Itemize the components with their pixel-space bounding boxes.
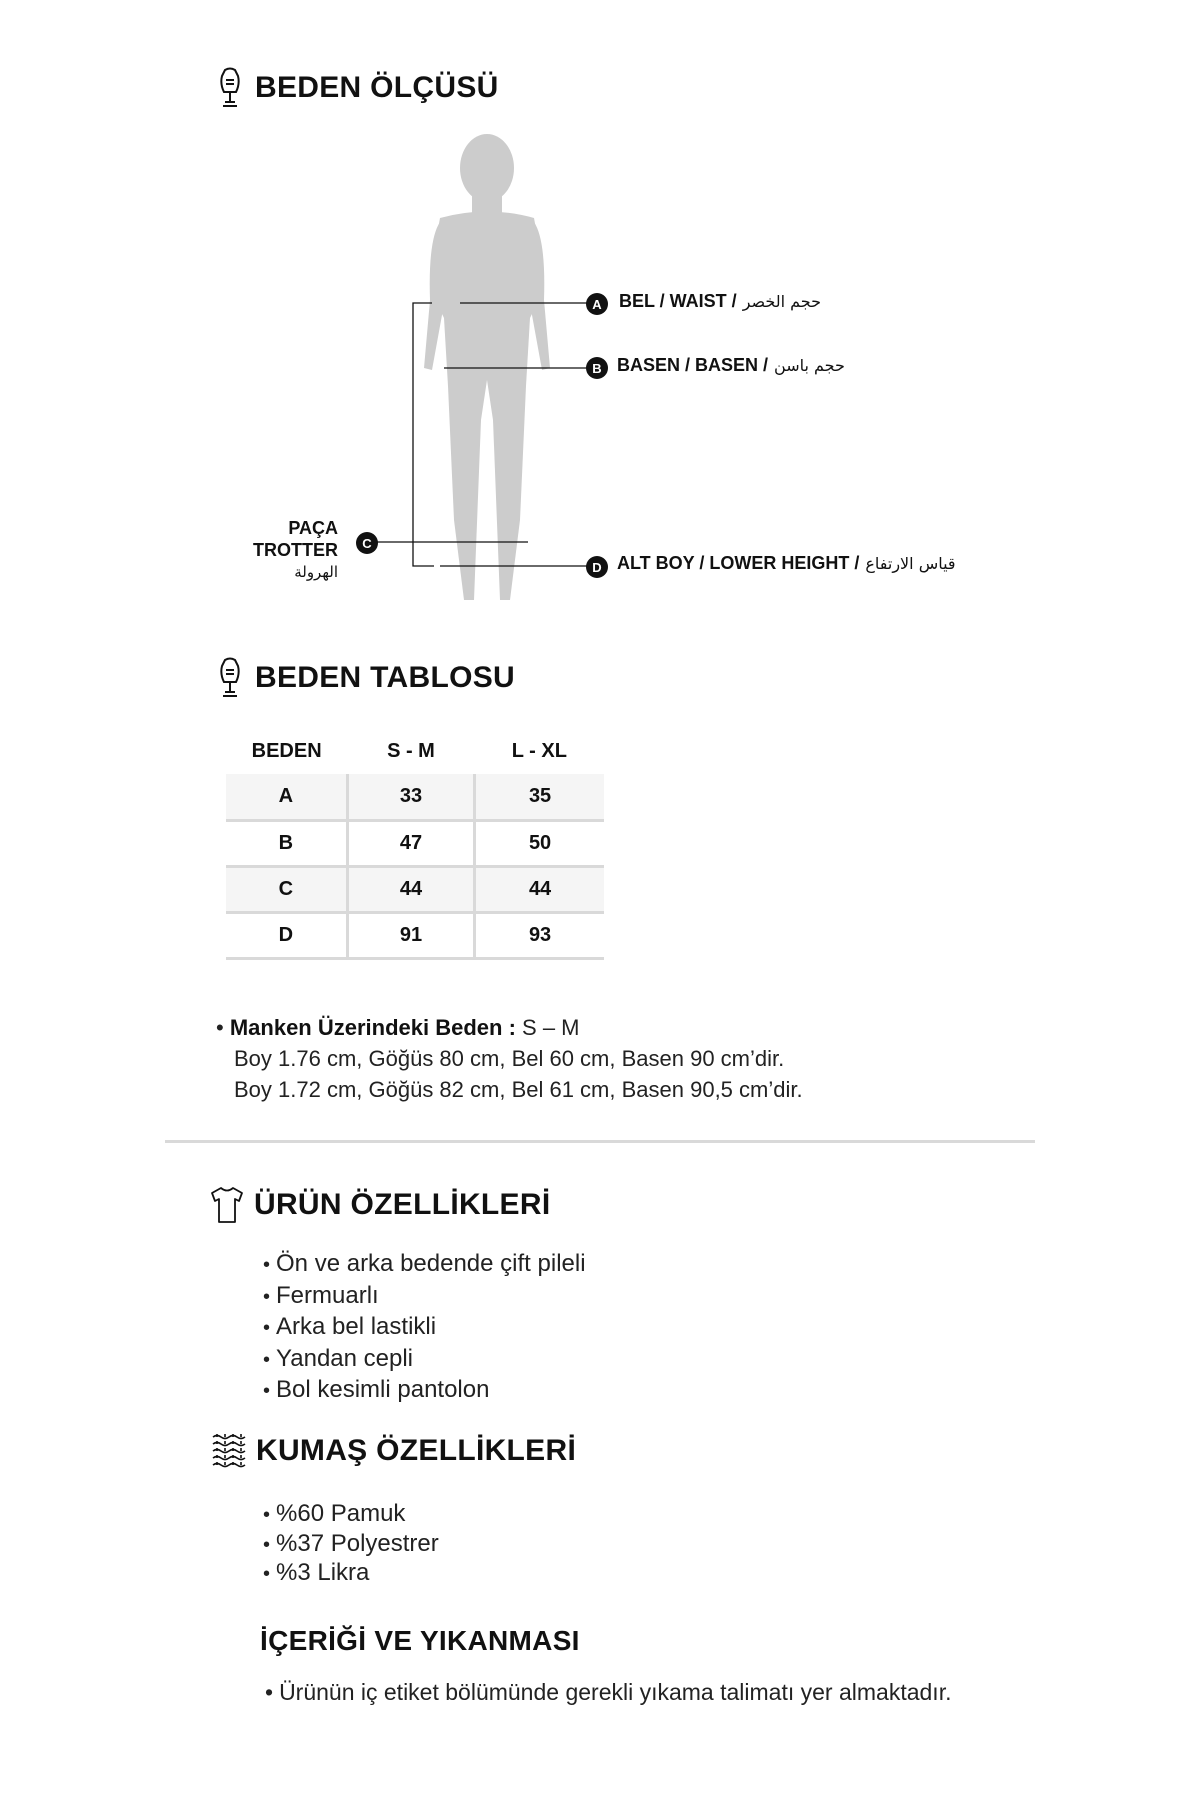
- list-item: • Ön ve arka bedende çift pileli: [263, 1249, 586, 1281]
- list-item: • %60 Pamuk: [263, 1500, 439, 1530]
- table-cell: 35: [475, 774, 604, 820]
- header-s-m: S - M: [387, 739, 435, 762]
- size-table: [226, 728, 604, 960]
- table-cell: C: [226, 866, 347, 912]
- model-measure-line-1: Boy 1.76 cm, Göğüs 80 cm, Bel 60 cm, Basen 90 cm’dir.: [234, 1046, 785, 1071]
- marker-d: D: [586, 556, 608, 578]
- table-cell: B: [226, 820, 347, 866]
- section-divider: [165, 1140, 1035, 1143]
- model-measure-line-2: Boy 1.72 cm, Göğüs 82 cm, Bel 61 cm, Basen 90,5 cm’dir.: [234, 1077, 803, 1102]
- table-cell: 91: [347, 912, 474, 958]
- table-section-title: BEDEN TABLOSU: [215, 656, 515, 700]
- table-cell: 44: [475, 866, 604, 912]
- marker-c: C: [356, 532, 378, 554]
- table-header-row: [226, 728, 604, 774]
- lower-height-label: ALT BOY / LOWER HEIGHT / قياس الارتفاع: [617, 553, 956, 573]
- list-item: • Arka bel lastikli: [263, 1312, 586, 1344]
- list-item: • Fermuarlı: [263, 1281, 586, 1313]
- table-row: [226, 866, 604, 912]
- fabric-features-list: [263, 1500, 439, 1589]
- table-row: [226, 820, 604, 866]
- mannequin-icon: [215, 656, 245, 700]
- table-cell: 50: [475, 820, 604, 866]
- care-section-title: İÇERİĞİ VE YIKANMASI: [260, 1625, 580, 1656]
- bullet: •: [265, 1679, 274, 1705]
- table-cell: 44: [347, 866, 474, 912]
- tshirt-icon: [210, 1186, 244, 1224]
- marker-b: B: [586, 357, 608, 379]
- marker-a: A: [586, 293, 608, 315]
- table-row: [226, 912, 604, 958]
- care-text: Ürünün iç etiket bölümünde gerekli yıkama talimatı yer almaktadır.: [279, 1679, 952, 1705]
- list-item: • %37 Polyestrer: [263, 1530, 439, 1560]
- table-cell: D: [226, 912, 347, 958]
- model-size-line: • Manken Üzerindeki Beden : S – M: [216, 1015, 580, 1040]
- product-section-title: ÜRÜN ÖZELLİKLERİ: [210, 1186, 550, 1224]
- table-cell: 93: [475, 912, 604, 958]
- table-cell: 33: [347, 774, 474, 820]
- product-features-list: [263, 1249, 586, 1407]
- care-instructions: [265, 1678, 985, 1707]
- list-item: • Bol kesimli pantolon: [263, 1375, 586, 1407]
- list-item: • Yandan cepli: [263, 1344, 586, 1376]
- header-l-xl: L - XL: [511, 739, 567, 762]
- table-cell: 47: [347, 820, 474, 866]
- measure-section-title: BEDEN ÖLÇÜSÜ: [215, 66, 499, 110]
- mannequin-silhouette: [0, 0, 1200, 640]
- hem-label: PAÇA TROTTER الهرولة: [253, 518, 338, 581]
- table-cell: A: [226, 774, 347, 820]
- fabric-section-title: KUMAŞ ÖZELLİKLERİ: [210, 1432, 576, 1470]
- list-item: • %3 Likra: [263, 1559, 439, 1589]
- fabric-icon: [210, 1432, 246, 1470]
- model-info: [216, 1012, 803, 1105]
- hip-label: BASEN / BASEN / حجم باسن: [617, 355, 845, 375]
- waist-label: BEL / WAIST / حجم الخصر: [619, 291, 821, 311]
- table-row: [226, 774, 604, 820]
- header-beden: BEDEN: [251, 739, 322, 762]
- body-measurement-figure: [0, 0, 1200, 640]
